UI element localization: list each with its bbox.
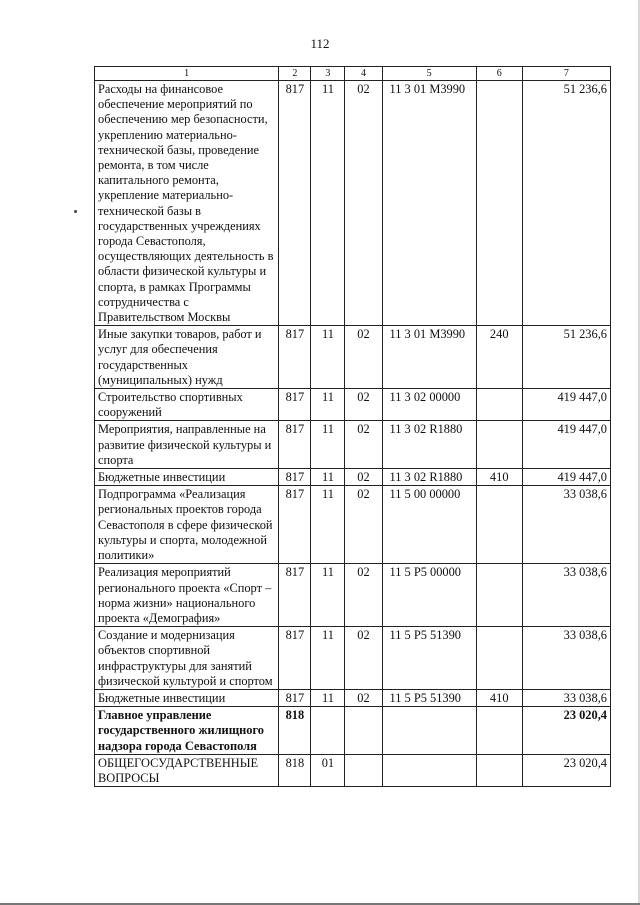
- row-description: Главное управление государственного жилищного надзора города Севастополя: [95, 707, 279, 755]
- amount: 419 447,0: [522, 469, 610, 486]
- row-description: ОБЩЕГОСУДАРСТВЕННЫЕ ВОПРОСЫ: [95, 754, 279, 786]
- row-description: Бюджетные инвестиции: [95, 469, 279, 486]
- target-article-code: [382, 754, 476, 786]
- ministry-code: 817: [279, 389, 311, 421]
- table-row: [95, 689, 611, 706]
- scan-speck: [74, 210, 77, 213]
- ministry-code: 817: [279, 326, 311, 389]
- column-header: 2: [279, 67, 311, 81]
- subsection-code: 02: [345, 469, 382, 486]
- amount: 33 038,6: [522, 486, 610, 564]
- target-article-code: [382, 707, 476, 755]
- subsection-code: 02: [345, 689, 382, 706]
- expense-type-code: [476, 627, 522, 690]
- row-description: Расходы на финансовое обеспечение мероприятий по обеспечению мер безопасности, укреплению материально-технической базы, проведение ремонта, в том числе капитального ремонта, укрепление материально-технической базы в государственных учреждениях города Севастополя, осуществляющих деятельность в области физической культуры и спорта, в рамках Программы сотрудничества с Правительством Москвы: [95, 81, 279, 326]
- subsection-code: 02: [345, 81, 382, 326]
- subsection-code: 02: [345, 389, 382, 421]
- target-article-code: 11 5 P5 51390: [382, 689, 476, 706]
- table-row: [95, 754, 611, 786]
- ministry-code: 817: [279, 627, 311, 690]
- section-code: 11: [311, 469, 345, 486]
- amount: 23 020,4: [522, 754, 610, 786]
- table-row: [95, 81, 611, 326]
- expense-type-code: [476, 81, 522, 326]
- section-code: [311, 707, 345, 755]
- subsection-code: 02: [345, 627, 382, 690]
- target-article-code: 11 5 P5 00000: [382, 564, 476, 627]
- target-article-code: 11 5 00 00000: [382, 486, 476, 564]
- section-code: 11: [311, 689, 345, 706]
- column-number-header-row: [95, 67, 611, 81]
- section-code: 01: [311, 754, 345, 786]
- row-description: Строительство спортивных сооружений: [95, 389, 279, 421]
- ministry-code: 818: [279, 754, 311, 786]
- target-article-code: 11 3 02 00000: [382, 389, 476, 421]
- budget-table: [94, 66, 611, 787]
- expense-type-code: [476, 421, 522, 469]
- column-header: 5: [382, 67, 476, 81]
- row-description: Бюджетные инвестиции: [95, 689, 279, 706]
- expense-type-code: [476, 564, 522, 627]
- column-header: 7: [522, 67, 610, 81]
- ministry-code: 817: [279, 486, 311, 564]
- expense-type-code: [476, 754, 522, 786]
- expense-type-code: [476, 707, 522, 755]
- amount: 419 447,0: [522, 389, 610, 421]
- section-code: 11: [311, 326, 345, 389]
- table-row: [95, 326, 611, 389]
- ministry-code: 817: [279, 689, 311, 706]
- amount: 33 038,6: [522, 564, 610, 627]
- section-code: 11: [311, 627, 345, 690]
- amount: 51 236,6: [522, 81, 610, 326]
- target-article-code: 11 3 01 M3990: [382, 326, 476, 389]
- row-description: Иные закупки товаров, работ и услуг для обеспечения государственных (муниципальных) нужд: [95, 326, 279, 389]
- amount: 23 020,4: [522, 707, 610, 755]
- row-description: Создание и модернизация объектов спортивной инфраструктуры для занятий физической культурой и спортом: [95, 627, 279, 690]
- row-description: Мероприятия, направленные на развитие физической культуры и спорта: [95, 421, 279, 469]
- target-article-code: 11 3 01 M3990: [382, 81, 476, 326]
- table-row: [95, 389, 611, 421]
- table-row: [95, 421, 611, 469]
- amount: 33 038,6: [522, 627, 610, 690]
- expense-type-code: 410: [476, 469, 522, 486]
- subsection-code: [345, 754, 382, 786]
- table-row: [95, 564, 611, 627]
- target-article-code: 11 3 02 R1880: [382, 421, 476, 469]
- subsection-code: [345, 707, 382, 755]
- page-number: 112: [310, 36, 330, 51]
- table-body: [95, 67, 611, 787]
- section-code: 11: [311, 81, 345, 326]
- ministry-code: 817: [279, 81, 311, 326]
- column-header: 3: [311, 67, 345, 81]
- row-description: Реализация мероприятий регионального проекта «Спорт – норма жизни» национального проекта «Демография»: [95, 564, 279, 627]
- section-code: 11: [311, 564, 345, 627]
- section-code: 11: [311, 389, 345, 421]
- ministry-code: 818: [279, 707, 311, 755]
- amount: 33 038,6: [522, 689, 610, 706]
- subsection-code: 02: [345, 421, 382, 469]
- expense-type-code: [476, 389, 522, 421]
- expense-type-code: [476, 486, 522, 564]
- column-header: 1: [95, 67, 279, 81]
- column-header: 4: [345, 67, 382, 81]
- row-description: Подпрограмма «Реализация региональных проектов города Севастополя в сфере физической культуры и спорта, молодежной политики»: [95, 486, 279, 564]
- amount: 51 236,6: [522, 326, 610, 389]
- target-article-code: 11 5 P5 51390: [382, 627, 476, 690]
- subsection-code: 02: [345, 326, 382, 389]
- amount: 419 447,0: [522, 421, 610, 469]
- ministry-code: 817: [279, 421, 311, 469]
- table-row: [95, 469, 611, 486]
- expense-type-code: 410: [476, 689, 522, 706]
- table-row: [95, 627, 611, 690]
- column-header: 6: [476, 67, 522, 81]
- subsection-code: 02: [345, 486, 382, 564]
- expense-type-code: 240: [476, 326, 522, 389]
- table-row: [95, 707, 611, 755]
- table-row: [95, 486, 611, 564]
- section-code: 11: [311, 486, 345, 564]
- target-article-code: 11 3 02 R1880: [382, 469, 476, 486]
- section-code: 11: [311, 421, 345, 469]
- ministry-code: 817: [279, 564, 311, 627]
- ministry-code: 817: [279, 469, 311, 486]
- subsection-code: 02: [345, 564, 382, 627]
